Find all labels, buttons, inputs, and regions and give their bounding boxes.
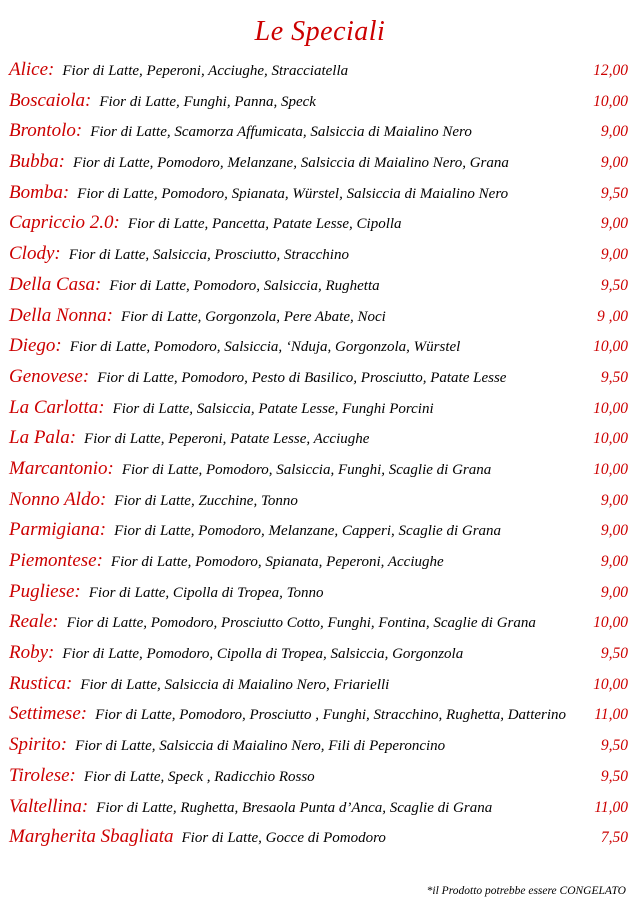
menu-item-price: 9,00	[600, 154, 628, 172]
menu-item-price: 11,00	[594, 798, 628, 816]
menu-item-name: Spirito:	[9, 734, 68, 756]
menu-item-price: 10,00	[593, 338, 628, 356]
menu-item-name: Della Nonna:	[9, 304, 113, 326]
menu-item-row	[9, 673, 628, 704]
menu-item-name: Alice:	[9, 59, 55, 80]
menu-item-name: Margherita Sbagliata	[9, 826, 174, 848]
menu-item-description: Fior di Latte, Pomodoro, Pesto di Basilico, Prosciutto, Patate Lesse	[97, 369, 507, 386]
page-title: Le Speciali	[254, 16, 386, 47]
menu-item-price: 10,00	[593, 399, 628, 417]
menu-item-row	[9, 90, 628, 121]
menu-item-price: 9,50	[600, 184, 628, 202]
menu-item-description: Fior di Latte, Pomodoro, Melanzane, Salsiccia di Maialino Nero, Grana	[72, 155, 509, 172]
menu-item-row	[9, 427, 628, 458]
menu-item-row	[9, 826, 628, 857]
menu-item-row	[9, 796, 628, 827]
menu-item-row	[9, 489, 628, 520]
menu-item-name: La Pala:	[9, 427, 77, 449]
menu-item-row	[9, 642, 628, 673]
menu-item-description: Fior di Latte, Scamorza Affumicata, Salsiccia di Maialino Nero	[90, 124, 472, 141]
menu-item-description: Fior di Latte, Pomodoro, Salsiccia, ‘Nduja, Gorgonzola, Würstel	[69, 339, 461, 356]
menu-item-description: Fior di Latte, Peperoni, Acciughe, Stracciatella	[62, 63, 349, 79]
menu-item-price: 7,50	[600, 829, 628, 847]
menu-item-row	[9, 519, 628, 550]
menu-item-row	[9, 182, 628, 213]
menu-item-name: Nonno Aldo:	[9, 488, 107, 510]
menu-item-description: Fior di Latte, Salsiccia, Prosciutto, Stracchino	[68, 247, 349, 264]
menu-item-row	[9, 274, 628, 305]
menu-item-row	[9, 120, 628, 151]
menu-item-name: Settimese:	[9, 703, 88, 725]
menu-item-name: Capriccio 2.0:	[9, 212, 120, 234]
menu-item-price: 12,00	[593, 62, 628, 79]
menu-item-price: 10,00	[593, 460, 628, 478]
menu-item-description: Fior di Latte, Salsiccia di Maialino Nero, Fili di Peperoncino	[75, 738, 446, 755]
menu-item-description: Fior di Latte, Pancetta, Patate Lesse, Cipolla	[127, 216, 402, 233]
menu-item-description: Fior di Latte, Peperoni, Patate Lesse, Acciughe	[84, 431, 370, 448]
menu-item-name: Reale:	[9, 611, 59, 633]
menu-item-description: Fior di Latte, Pomodoro, Prosciutto Cotto, Funghi, Fontina, Scaglie di Grana	[66, 615, 536, 632]
menu-item-price: 9,50	[600, 767, 628, 785]
menu-item-description: Fior di Latte, Pomodoro, Spianata, Peperoni, Acciughe	[110, 554, 444, 570]
menu-item-description: Fior di Latte, Pomodoro, Prosciutto , Funghi, Stracchino, Rughetta, Datterino	[95, 707, 567, 724]
menu-item-price: 9,00	[600, 246, 628, 264]
menu-item-description: Fior di Latte, Salsiccia, Patate Lesse, Funghi Porcini	[112, 400, 434, 417]
menu-item-name: Della Casa:	[9, 273, 102, 295]
menu-item-price: 9,50	[600, 737, 628, 755]
menu-item-description: Fior di Latte, Zucchine, Tonno	[114, 492, 298, 509]
menu-item-price: 9,00	[600, 553, 628, 570]
menu-item-price: 10,00	[593, 675, 628, 693]
menu-item-row	[9, 734, 628, 765]
menu-item-description: Fior di Latte, Pomodoro, Melanzane, Capperi, Scaglie di Grana	[114, 523, 502, 540]
menu-item-description: Fior di Latte, Pomodoro, Salsiccia, Rughetta	[109, 277, 380, 294]
menu-item-price: 11,00	[594, 706, 628, 724]
menu-item-name: Diego:	[9, 335, 62, 357]
menu-item-description: Fior di Latte, Rughetta, Bresaola Punta d’Anca, Scaglie di Grana	[96, 799, 493, 816]
menu-item-name: Parmigiana:	[9, 519, 107, 541]
menu-list	[0, 59, 640, 857]
menu-item-row	[9, 366, 628, 397]
menu-item-description: Fior di Latte, Gocce di Pomodoro	[181, 830, 386, 847]
menu-item-price: 9,00	[600, 215, 628, 233]
menu-item-price: 9,00	[600, 491, 628, 509]
menu-item-price: 10,00	[593, 430, 628, 448]
menu-item-name: Bomba:	[9, 181, 70, 203]
menu-item-row	[9, 703, 628, 734]
menu-item-row	[9, 59, 628, 90]
menu-item-name: Pugliese:	[9, 580, 81, 602]
menu-item-price: 9,50	[600, 645, 628, 663]
menu-item-price: 9,50	[600, 276, 628, 294]
menu-item-description: Fior di Latte, Cipolla di Tropea, Tonno	[88, 584, 324, 601]
menu-item-name: Piemontese:	[9, 550, 103, 571]
menu-item-name: Tirolese:	[9, 764, 76, 786]
menu-item-row	[9, 611, 628, 642]
menu-item-price: 10,00	[593, 92, 628, 110]
menu-item-price: 9,00	[600, 522, 628, 540]
menu-item-description: Fior di Latte, Pomodoro, Spianata, Würstel, Salsiccia di Maialino Nero	[77, 185, 509, 202]
menu-item-row	[9, 458, 628, 489]
menu-item-name: Boscaiola:	[9, 89, 92, 111]
menu-item-row	[9, 335, 628, 366]
menu-item-row	[9, 581, 628, 612]
menu-item-row	[9, 397, 628, 428]
menu-item-name: La Carlotta:	[9, 396, 105, 418]
menu-item-name: Clody:	[9, 243, 61, 265]
menu-item-row	[9, 243, 628, 274]
menu-item-name: Bubba:	[9, 151, 65, 173]
menu-item-price: 9,00	[600, 583, 628, 601]
menu-item-row	[9, 151, 628, 182]
menu-item-price: 9 ,00	[597, 307, 628, 325]
menu-item-description: Fior di Latte, Speck , Radicchio Rosso	[83, 768, 315, 785]
menu-item-row	[9, 550, 628, 581]
menu-item-description: Fior di Latte, Pomodoro, Cipolla di Tropea, Salsiccia, Gorgonzola	[62, 646, 464, 663]
menu-item-row	[9, 305, 628, 336]
menu-item-price: 9,00	[600, 123, 628, 141]
menu-item-name: Genovese:	[9, 365, 90, 387]
menu-item-description: Fior di Latte, Funghi, Panna, Speck	[99, 93, 316, 110]
menu-item-price: 9,50	[600, 368, 628, 386]
menu-item-row	[9, 765, 628, 796]
menu-item-description: Fior di Latte, Salsiccia di Maialino Nero, Friarielli	[80, 676, 390, 693]
menu-item-row	[9, 212, 628, 243]
menu-item-description: Fior di Latte, Pomodoro, Salsiccia, Funghi, Scaglie di Grana	[121, 461, 492, 478]
menu-item-name: Rustica:	[9, 672, 73, 694]
menu-item-name: Marcantonio:	[9, 457, 114, 479]
menu-item-price: 10,00	[593, 614, 628, 632]
menu-item-name: Brontolo:	[9, 120, 83, 142]
menu-item-description: Fior di Latte, Gorgonzola, Pere Abate, Noci	[120, 308, 386, 325]
frozen-product-footnote: *il Prodotto potrebbe essere CONGELATO	[426, 885, 626, 897]
menu-item-name: Valtellina:	[9, 795, 89, 817]
menu-item-name: Roby:	[9, 642, 55, 664]
